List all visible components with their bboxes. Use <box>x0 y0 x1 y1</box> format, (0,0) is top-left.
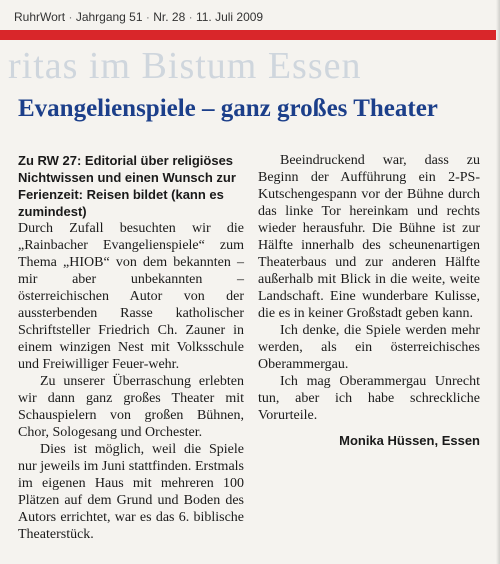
masthead-separator: · <box>68 10 76 24</box>
masthead-separator: · <box>188 10 196 24</box>
article-signature: Monika Hüssen, Essen <box>339 433 480 448</box>
masthead-volume: Jahrgang 51 <box>75 10 143 24</box>
article-column-left <box>18 152 244 543</box>
masthead-date: 11. Juli 2009 <box>195 10 264 24</box>
article-headline: Evangelienspiele – ganz großes Theater <box>18 95 438 122</box>
masthead <box>14 6 486 28</box>
bleed-through-header: ritas im Bistum Essen <box>8 45 362 87</box>
masthead-issue: Nr. 28 <box>153 10 186 24</box>
article-paragraph-5: Ich denke, die Spiele werden mehr werden, als ein österreichisches Oberammergau. <box>258 323 480 372</box>
masthead-paper: RuhrWort <box>14 10 66 24</box>
article-paragraph-6: Ich mag Oberammergau Unrecht tun, aber ich habe schreckliche Vorurteile. <box>258 374 480 423</box>
scan-edge-shadow <box>496 0 500 564</box>
masthead-separator: · <box>145 10 154 24</box>
article-paragraph-3: Dies ist möglich, weil die Spiele nur jeweils im Juni stattfinden. Erstmals im eigenen Haus mit mehreren 100 Plätzen auf dem Grund und Boden des Autors errichtet, war es das 6. biblische Theaterstück. <box>18 442 244 542</box>
article-column-right <box>258 152 480 449</box>
red-divider-bar <box>0 30 500 40</box>
article-paragraph-1: Durch Zufall besuchten wir die „Rainbacher Evangelienspiele“ zum Thema „HIOB“ von dem bekannten – mir aber unbekannten – österreichischen Autor von der aussterbenden Rasse katholischer Schriftsteller Friedrich Ch. Zauner in einem winzigen Nest mit Volksschule und Freiwilliger Feuer-wehr. <box>18 221 244 372</box>
article-intro: Zu RW 27: Editorial über religiöses Nichtwissen und einen Wunsch zur Ferienzeit: Reisen bildet (kann es zumindest) <box>18 153 236 219</box>
article-paragraph-2: Zu unserer Überraschung erlebten wir dann ganz großes Theater mit Schauspielern von großen Bühnen, Chor, Sologesang und Orchester. <box>18 374 244 440</box>
article-paragraph-4: Beeindruckend war, dass zu Beginn der Aufführung ein 2-PS-Kutschengespann vor der Bühne durch das linke Tor hereinkam und rechts wieder herausfuhr. Die Bühne ist zur Hälfte innerhalb des scheunenartigen Theaterbaus und zur anderen Hälfte außerhalb mit Blick in die weite, weite Landschaft. Eine wunderbare Kulisse, die es in keiner Großstadt geben kann. <box>258 153 480 321</box>
